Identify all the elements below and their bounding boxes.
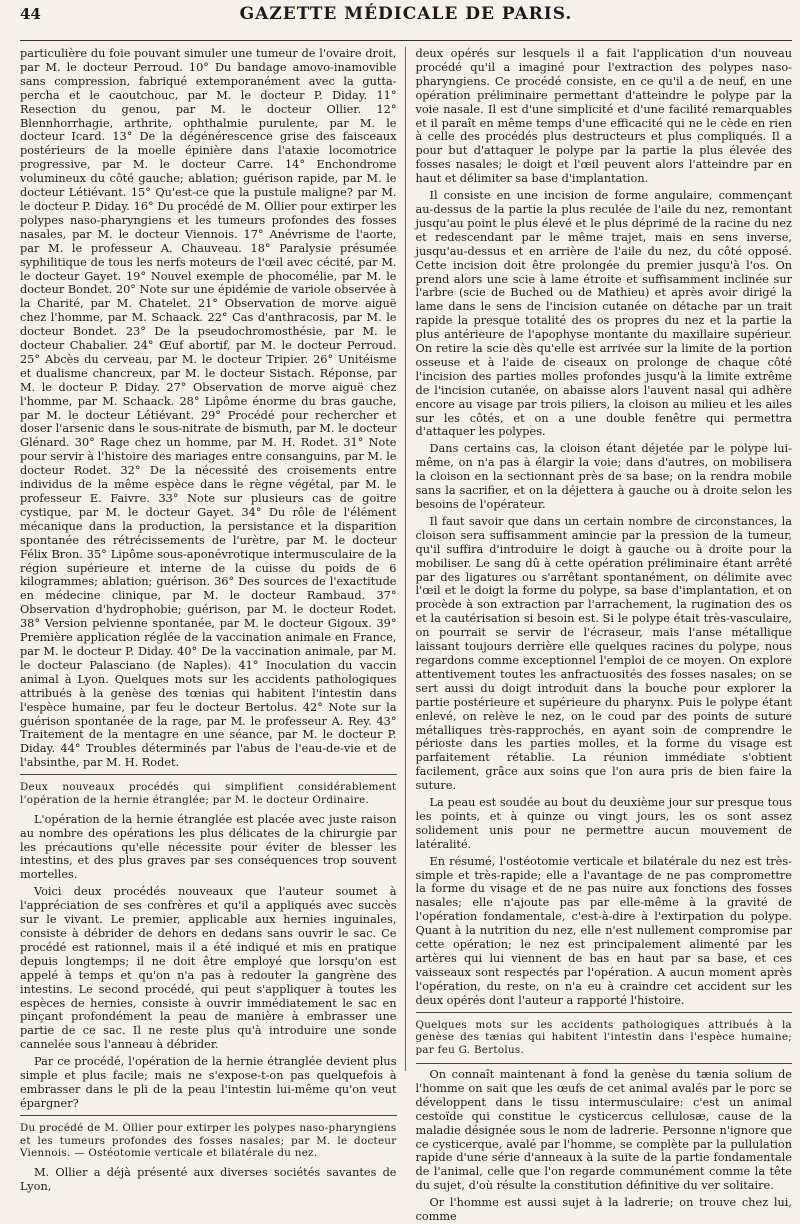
section-heading-hernie: Deux nouveaux procédés qui simplifient considérablement l'opération de la hernie étranglée; par M. le docteur Ordinaire.: [20, 781, 397, 806]
page-number: 44: [20, 5, 41, 23]
section-divider: [20, 1115, 397, 1116]
section-heading-taenias: Quelques mots sur les accidents pathologiques attribués à la genèse des tænias qui habitent l'intestin dans l'espèce humaine; par feu G. Bertolus.: [415, 1018, 792, 1057]
paragraph: deux opérés sur lesquels il a fait l'application d'un nouveau procédé qu'il a imaginé pour l'extraction des polypes naso-pharyngiens. Ce procédé consiste, en ce qu'il a de neuf, en une opération préliminaire permettant d'atteindre le polype par la voie nasale. Il est d'une simplicité et d'une facilité remarquables et il paraît en même temps d'une efficacité qui ne le cède en rien à celle des procédés plus destructeurs et plus compliqués. Il a pour but d'attaquer le polype par la partie la plus élevée des fosses nasales; le doigt et l'œil peuvent alors l'atteindre par en haut et délimiter sa base d'implantation.: [415, 47, 792, 186]
left-column: [20, 47, 406, 1194]
paragraph: Il consiste en une incision de forme angulaire, commençant au-dessus de la partie la plus reculée de l'aile du nez, remontant jusqu'au point le plus élevé et le plus déprimé de la racine du nez et redescendant par le même trajet, mais en sens inverse, jusqu'au-dessus et en arrière de l'aile du nez, du côté opposé. Cette incision doit être prolongée du premier jusqu'à l'os. On prend alors une scie à lame étroite et suffisamment inclinée sur l'arbre (scie de Buched ou de Mathieu) et après avoir dirigé la lame dans le sens de l'incision cutanée on détache par un trait rapide la presque totalité des os propres du nez et la partie la plus antérieure de l'apophyse montante du maxillaire supérieur. On retire la scie dès qu'elle est arrivée sur la limite de la portion osseuse et à l'aide de ciseaux on prolonge de chaque côté l'incision des parties molles profondes jusqu'à la limite extrême de l'incision cutanée, on abaisse alors l'auvent nasal qui adhère encore au visage par trois piliers, la cloison au milieu et les ailes sur les côtés, et on a une double fenêtre qui permettra d'attaquer les polypes.: [415, 189, 792, 439]
paragraph: Il faut savoir que dans un certain nombre de circonstances, la cloison sera suffisamment amincie par la pression de la tumeur, qu'il suffira d'introduire le doigt à gauche ou à droite pour la mobiliser. Le sang dû à cette opération préliminaire étant arrêté par des ligatures ou s'arrêtant spontanément, on délimite avec l'œil et le doigt la forme du polype, sa base d'implantation, et on procède à son extraction par l'arrachement, la rugination des os et la cautérisation si besoin est. Si le polype était très-vasculaire, on pourrait se servir de l'écraseur, mais l'anse métallique laissant toujours derrière elle quelques racines du polype, nous regardons comme exceptionnel l'emploi de ce moyen. On explore attentivement toutes les anfractuosités des fosses nasales; on se sert aussi du doigt introduit dans la bouche pour explorer la partie postérieure et supérieure du pharynx. Puis le polype étant enlevé, on relève le nez, on le coud par des points de suture métalliques très-rapprochés, en ayant soin de comprendre le périoste dans les parties molles, et la forme du visage est parfaitement rétablie. La réunion immédiate s'obtient facilement, grâce aux soins que l'on aura pris de bien faire la suture.: [415, 514, 792, 793]
section-divider: [416, 1012, 793, 1013]
paragraph: M. Ollier a déjà présenté aux diverses sociétés savantes de Lyon,: [20, 1166, 397, 1194]
paragraph: Or l'homme est aussi sujet à la ladrerie; on trouve chez lui, comme: [415, 1196, 792, 1224]
section-divider: [416, 1063, 793, 1064]
section-divider: [20, 774, 397, 775]
paragraph: Voici deux procédés nouveaux que l'auteur soumet à l'appréciation de ses confrères et qu'il a appliqués avec succès sur le vivant. Le premier, applicable aux hernies inguinales, consiste à débrider de dehors en dedans sans ouvrir le sac. Ce procédé est rationnel, mais il a été indiqué et mis en pratique depuis longtemps; il ne doit être employé que lorsqu'on est appelé à temps et qu'on n'a pas à redouter la gangrène des intestins. Le second procédé, qui peut s'appliquer à toutes les espèces de hernies, consiste à ouvrir immédiatement le sac en pinçant profondément la peau de manière à embrasser une partie de ce sac. Il ne reste plus qu'à introduire une sonde cannelée sous l'anneau à débrider.: [20, 885, 397, 1052]
paragraph: En résumé, l'ostéotomie verticale et bilatérale du nez est très-simple et très-rapide; elle a l'avantage de ne pas compromettre la forme du visage et de ne pas nuire aux fonctions des fosses nasales; elle n'ajoute pas par elle-même à la gravité de l'opération fondamentale, c'est-à-dire à l'extirpation du polype. Quant à la nutrition du nez, elle n'est nullement compromise par cette opération; le nez est principalement alimenté par les artères qui lui viennent de bas en haut par sa base, et ces vaisseaux sont respectés par l'opération. A aucun moment après l'opération, du reste, on n'a eu à craindre cet accident sur les deux opérés dont l'auteur a rapporté l'histoire.: [415, 854, 792, 1007]
text-columns: [20, 47, 792, 1224]
paragraph: On connaît maintenant à fond la genèse du tænia solium de l'homme on sait que les œufs de cet animal avalés par le porc se développent dans le tissu intermusculaire: c'est un animal cestoïde qui constitue le cysticercus cellulosæ, cause de la maladie désignée sous le nom de ladrerie. Personne n'ignore que ce cysticerque, avalé par l'homme, se complète par la pullulation rapide d'une série d'anneaux à la suite de la partie fondamentale de l'animal, celle que l'on regarde communément comme la tête du sujet, d'où résulte la constitution définitive du ver solitaire.: [415, 1068, 792, 1193]
right-column: [415, 47, 793, 1224]
paragraph: Par ce procédé, l'opération de la hernie étranglée devient plus simple et plus facile; mais ne s'expose-t-on pas quelquefois à embrasser dans le pli de la peau l'intestin lui-même qu'on veut épargner?: [20, 1055, 397, 1110]
article-list: particulière du foie pouvant simuler une tumeur de l'ovaire droit, par M. le docteur Perroud. 10° Du bandage amovo-inamovible sans compression, fabriqué extemporanément avec la gutta-percha et le caoutchouc, par M. le docteur P. Diday. 11° Resection du genou, par M. le docteur Ollier. 12° Blennhorrhagie, arthrite, ophthalmie purulente, par M. le docteur Icard. 13° De la dégénérescence grise des faisceaux postérieurs de la moelle épinière dans l'ataxie locomotrice progressive, par M. le docteur Carre. 14° Enchondrome volumineux du côté gauche; ablation; guérison rapide, par M. le docteur Létiévant. 15° Qu'est-ce que la pustule maligne? par M. le docteur P. Diday. 16° Du procédé de M. Ollier pour extirper les polypes naso-pharyngiens et les tumeurs profondes des fosses nasales, par M. le docteur Viennois. 17° Anévrisme de l'aorte, par M. le professeur A. Chauveau. 18° Paralysie présumée syphilitique de tous les nerfs moteurs de l'œil avec cécité, par M. le docteur Gayet. 19° Nouvel exemple de phocomélie, par M. le docteur Bondet. 20° Note sur une épidémie de variole observée à la Charité, par M. Chatelet. 21° Observation de morve aiguë chez l'homme, par M. Schaack. 22° Cas d'anthracosis, par M. le docteur Bondet. 23° De la pseudochromosthésie, par M. le docteur Chabalier. 24° Œuf abortif, par M. le docteur Perroud. 25° Abcès du cerveau, par M. le docteur Tripier. 26° Unitéisme et dualisme chancreux, par M. le docteur Sistach. Réponse, par M. le docteur P. Diday. 27° Observation de morve aiguë chez l'homme, par M. Schaack. 28° Lipôme énorme du bras gauche, par M. le docteur Létiévant. 29° Procédé pour rechercher et doser l'arsenic dans le sous-nitrate de bismuth, par M. le docteur Glénard. 30° Rage chez un homme, par M. H. Rodet. 31° Note pour servir à l'histoire des mariages entre consanguins, par M. le docteur Rodet. 32° De la nécessité des croisements entre individus de la même espèce dans le règne végétal, par M. le professeur E. Faivre. 33° Note sur plusieurs cas de goitre cystique, par M. le docteur Gayet. 34° Du rôle de l'élément mécanique dans la production, la persistance et la disparition spontanée des rétrécissements de l'urètre, par M. le docteur Félix Bron. 35° Lipôme sous-aponévrotique intermusculaire de la région supérieure et interne de la cuisse du poids de 6 kilogrammes; ablation; guérison. 36° Des sources de l'exactitude en médecine clinique, par M. le docteur Rambaud. 37° Observation d'hydrophobie; guérison, par M. le docteur Rodet. 38° Version pelvienne spontanée, par M. le docteur Gigoux. 39° Première application réglée de la vaccination animale en France, par M. le docteur P. Diday. 40° De la vaccination animale, par M. le docteur Palasciano (de Naples). 41° Inoculation du vaccin animal à Lyon. Quelques mots sur les accidents pathologiques attribués à la genèse des tœnias qui habitent l'intestin dans l'espèce humaine, par feu le docteur Bertolus. 42° Note sur la guérison spontanée de la rage, par M. le professeur A. Rey. 43° Traitement de la mentagre en une séance, par M. le docteur P. Diday. 44° Troubles déterminés par l'abus de l'eau-de-vie et de l'absinthe, par M. H. Rodet.: [20, 47, 397, 770]
paragraph: L'opération de la hernie étranglée est placée avec juste raison au nombre des opérations les plus délicates de la chirurgie par les précautions qu'elle nécessite pour éviter de blesser les intestins, et des plus graves par ses conséquences trop souvent mortelles.: [20, 812, 397, 882]
paragraph: La peau est soudée au bout du deuxième jour sur presque tous les points, et à quinze ou vingt jours, les os sont assez solidement unis pour ne permettre aucun mouvement de latéralité.: [415, 796, 792, 851]
section-heading-ollier: Du procédé de M. Ollier pour extirper les polypes naso-pharyngiens et les tumeurs profondes des fosses nasales; par M. le docteur Viennois. — Ostéotomie verticale et bilatérale du nez.: [20, 1121, 397, 1160]
paragraph: Dans certains cas, la cloison étant déjetée par le polype lui-même, on n'a pas à élargir la voie; dans d'autres, on mobilisera la cloison en la sectionnant près de sa base; on la rendra mobile sans la sacrifier, et on la déjettera à gauche ou à droite selon les besoins de l'opérateur.: [415, 442, 792, 511]
journal-title: GAZETTE MÉDICALE DE PARIS.: [239, 4, 573, 24]
page-header: [20, 4, 792, 41]
